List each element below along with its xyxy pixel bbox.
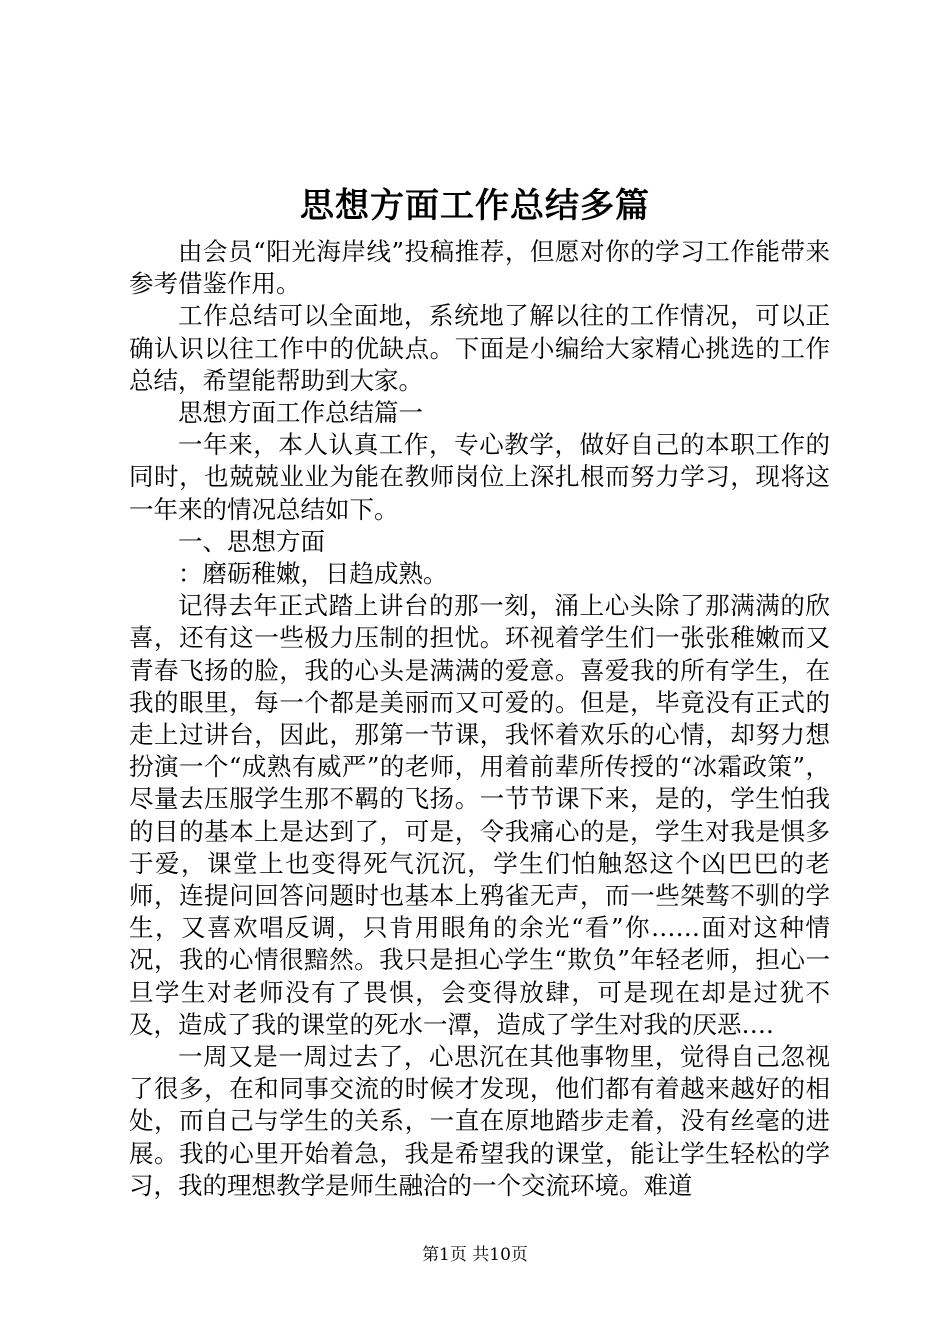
paragraph-intro: 由会员“阳光海岸线”投稿推荐，但愿对你的学习工作能带来参考借鉴作用。 [129,237,830,299]
paragraph-reflection: 记得去年正式踏上讲台的那一刻，涌上心头除了那满满的欣喜，还有这一些极力压制的担忧。环视着学生们一张张稚嫩而又青春飞扬的脸，我的心头是满满的爱意。喜爱我的所有学生，在我的眼里，每一个都是美丽而又可爱的。但是，毕竟没有正式的走上过讲台，因此，那第一节课，我怀着欢乐的心情，却努力想扮演一个“成熟有威严”的老师，用着前辈所传授的“冰霜政策”，尽量去压服学生那不羁的飞扬。一节节课下来，是的，学生怕我的目的基本上是达到了，可是，令我痛心的是，学生对我是惧多于爱，课堂上也变得死气沉沉，学生们怕触怒这个凶巴巴的老师，连提问回答问题时也基本上鸦雀无声，而一些桀骜不驯的学生，又喜欢唱反调，只肯用眼角的余光“看”你……面对这种情况，我的心情很黯然。我只是担心学生“欺负”年轻老师，担心一旦学生对老师没有了畏惧，会变得放肆，可是现在却是过犹不及，造成了我的课堂的死水一潭，造成了学生对我的厌恶…. [129,591,830,1039]
paragraph-overview: 一年来，本人认真工作，专心教学，做好自己的本职工作的同时，也兢兢业业为能在教师岗位上深扎根而努力学习，现将这一年来的情况总结如下。 [129,430,830,524]
subsection-heading: 一、思想方面 [178,526,325,556]
document-body [129,236,830,1202]
subsection-subtitle: ：磨砺稚嫩，日趋成熟。 [178,559,448,589]
section-heading: 思想方面工作总结篇一 [178,398,423,428]
page-number-footer: 第1页 共10页 [422,1245,528,1265]
paragraph-summary: 工作总结可以全面地，系统地了解以往的工作情况，可以正确认识以往工作中的优缺点。下面是小编给大家精心挑选的工作总结，希望能帮助到大家。 [129,301,830,395]
paragraph-continuation: 一周又是一周过去了，心思沉在其他事物里，觉得自己忽视了很多，在和同事交流的时候才发现，他们都有着越来越好的相处，而自己与学生的关系，一直在原地踏步走着，没有丝毫的进展。我的心里开始着急，我是希望我的课堂，能让学生轻松的学习，我的理想教学是师生融洽的一个交流环境。难道 [129,1042,830,1200]
document-title: 思想方面工作总结多篇 [300,186,650,226]
